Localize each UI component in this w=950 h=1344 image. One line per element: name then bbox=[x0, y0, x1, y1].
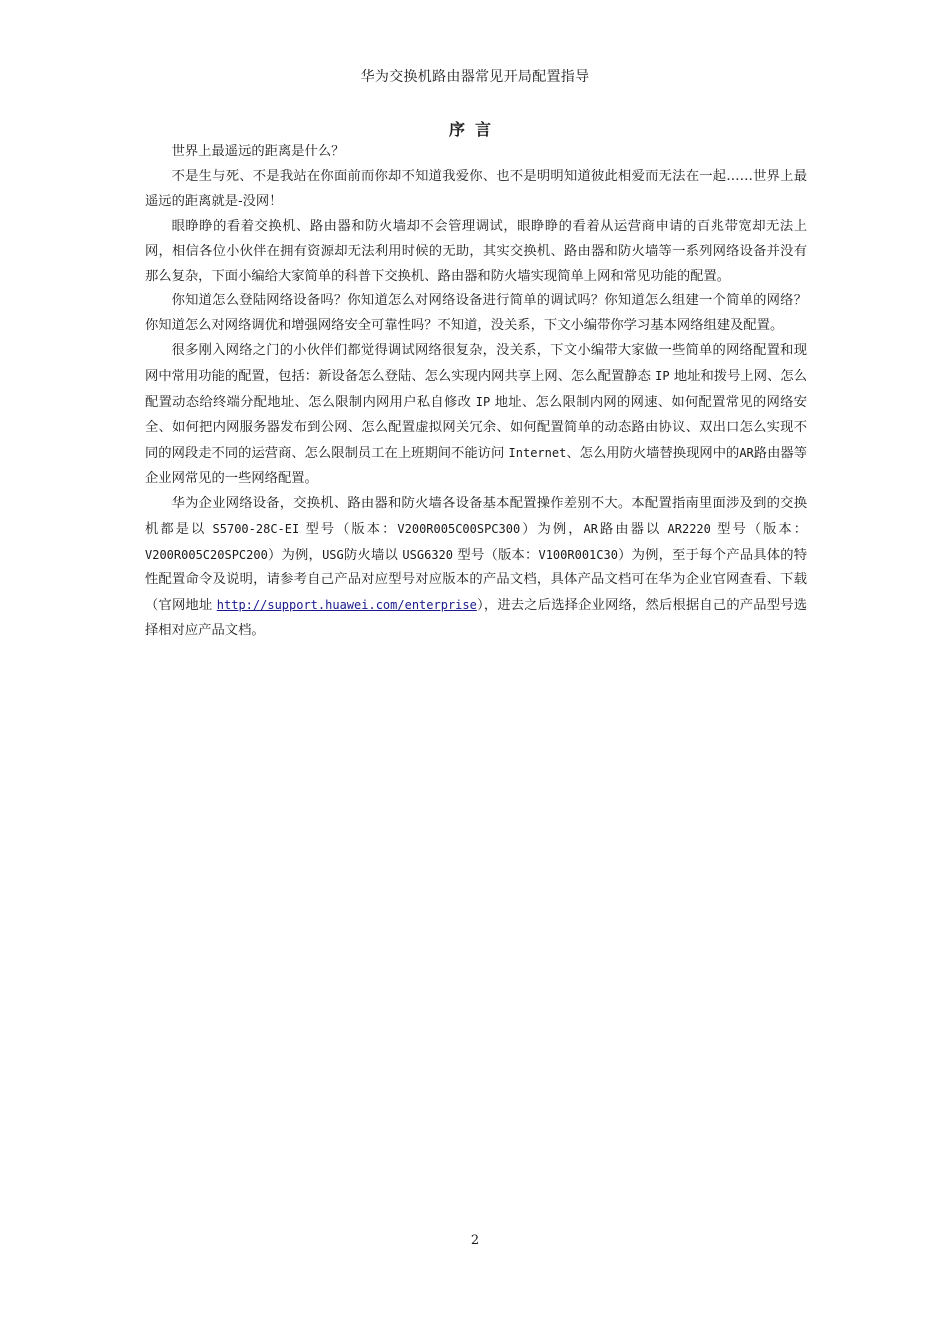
p6-text-8: 型号（版本： bbox=[453, 547, 539, 563]
p5-ip-term-1: IP bbox=[655, 369, 670, 384]
paragraph-5 bbox=[145, 339, 807, 491]
p6-text-5: 型号（版本： bbox=[710, 521, 808, 537]
p5-internet-term: Internet bbox=[508, 445, 567, 460]
p5-text-1: 很多刚入网络之门的小伙伴们都觉得调试网络很复杂，没关系，下文小编带大家做一些简单的网络配置和现网中常用功能的配置，包括：新设备怎么登陆、怎么实现内网共享上网、怎么配置静态 bbox=[145, 343, 807, 385]
paragraph-2: 不是生与死、不是我站在你面前而你却不知道我爱你、也不是明明知道彼此相爱而无法在一起……世界上最遥远的距离就是-没网！ bbox=[145, 168, 807, 209]
p6-text-6: ）为例， bbox=[267, 547, 323, 563]
p5-ip-term-2: IP bbox=[475, 395, 491, 410]
p5-text-5: 路由器等企业网常见的一些网络配置。 bbox=[145, 445, 808, 486]
paragraph-3: 眼睁睁的看着交换机、路由器和防火墙却不会管理调试，眼睁睁的看着从运营商申请的百兆带宽却无法上网，相信各位小伙伴在拥有资源却无法利用时候的无助，其实交换机、路由器和防火墙等一系列网络设备并没有那么复杂，下面小编给大家简单的科普下交换机、路由器和防火墙实现简单上网和常见功能的配置。 bbox=[145, 218, 807, 284]
firewall-version: V100R001C30 bbox=[538, 547, 618, 562]
paragraph-1: 世界上最遥远的距离是什么？ bbox=[171, 144, 345, 159]
firewall-model: USG6320 bbox=[402, 547, 453, 562]
p5-ar-term: AR bbox=[739, 445, 754, 460]
p6-text-7: 防火墙以 bbox=[343, 547, 403, 563]
paragraph-6 bbox=[145, 492, 807, 644]
p5-text-2: 地址和拨号上网、怎么配置动态给终端分配地址、怎么限制内网用户私自修改 bbox=[145, 369, 807, 411]
page-number: 2 bbox=[470, 1233, 480, 1248]
paragraph-4: 你知道怎么登陆网络设备吗？你知道怎么对网络设备进行简单的调试吗？你知道怎么组建一个简单的网络？你知道怎么对网络调优和增强网络安全可靠性吗？不知道，没关系，下文小编带你学习基本网络组建及配置。 bbox=[145, 293, 807, 334]
p6-ar-term: AR bbox=[583, 521, 598, 536]
support-site-link[interactable]: http://support.huawei.com/enterprise bbox=[216, 598, 477, 613]
document-header: 华为交换机路由器常见开局配置指导 bbox=[360, 69, 590, 85]
p6-text-3: ）为例， bbox=[520, 521, 584, 537]
p6-text-9: ）为例，至于每个产品具体的特性配置命令及说明，请参考自己产品对应型号对应版本的产品文档，具体产品文档可在华为企业官网查看、下载（官网地址 bbox=[145, 547, 808, 614]
p6-text-10: ），进去之后选择企业网络，然后根据自己的产品型号选择相对应产品文档。 bbox=[145, 598, 807, 639]
p6-usg-term: USG bbox=[322, 547, 344, 562]
p6-text-2: 型号（版本： bbox=[299, 521, 398, 537]
p5-text-3: 地址、怎么限制内网的网速、如何配置常见的网络安全、如何把内网服务器发布到公网、怎么配置虚拟网关冗余、如何配置简单的动态路由协议、双出口怎么实现不同的网段走不同的运营商、怎么限制员工在上班期间不能访问 bbox=[145, 395, 807, 461]
p6-text-1: 华为企业网络设备，交换机、路由器和防火墙各设备基本配置操作差别不大。本配置指南里面涉及到的交换机都是以 bbox=[145, 495, 807, 537]
router-version: V200R005C20SPC200 bbox=[145, 547, 268, 562]
switch-version: V200R005C00SPC300 bbox=[397, 521, 521, 536]
router-model: AR2220 bbox=[667, 521, 711, 536]
document-body bbox=[145, 140, 807, 644]
p5-text-4: 、怎么用防火墙替换现网中的 bbox=[566, 445, 740, 461]
section-title: 序言 bbox=[448, 120, 501, 139]
switch-model: S5700-28C-EI bbox=[212, 521, 300, 536]
p6-text-4: 路由器以 bbox=[597, 521, 668, 537]
